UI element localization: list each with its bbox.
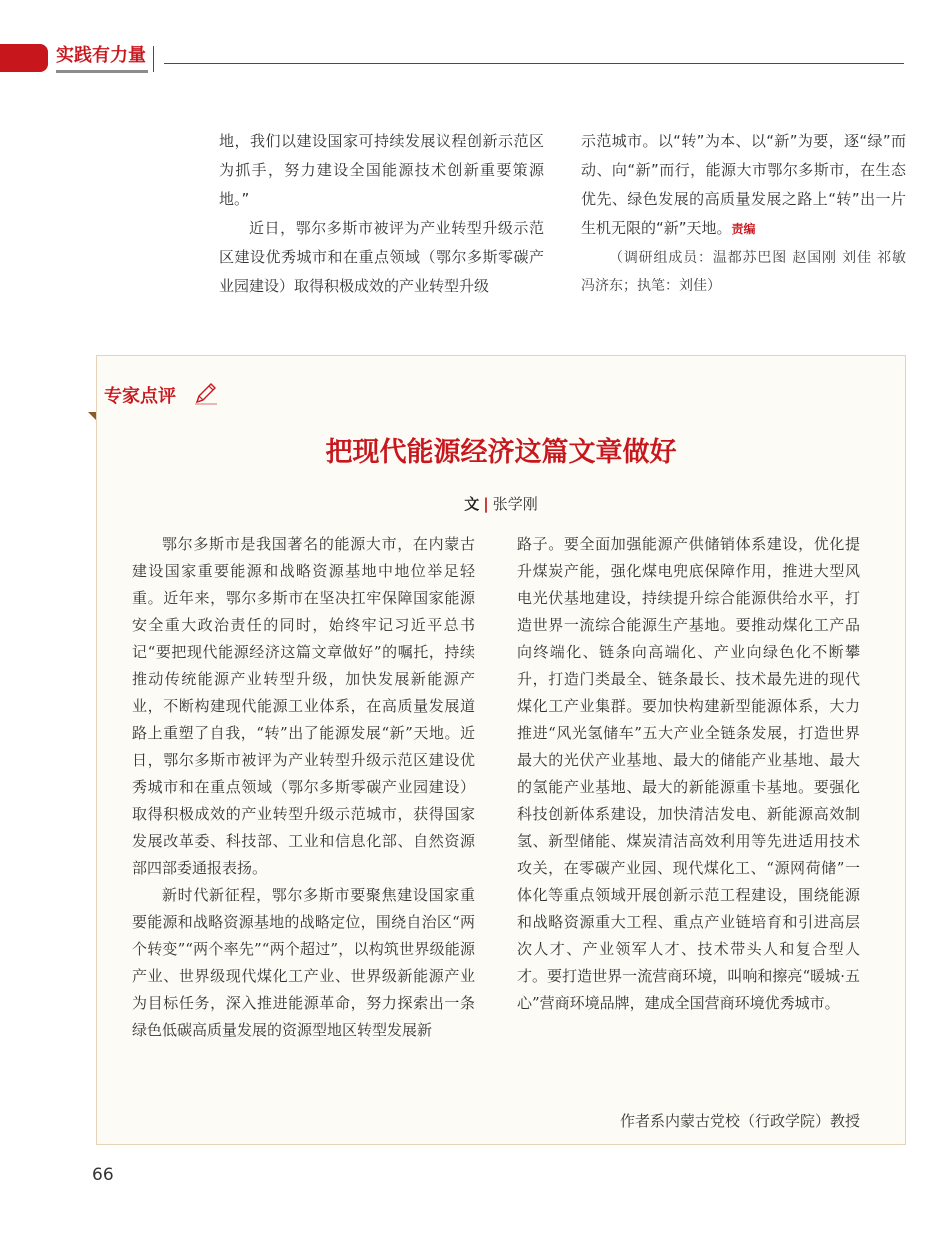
article-paragraph-3: 路子。要全面加强能源产供储销体系建设，优化提升煤炭产能，强化煤电兜底保障作用，推进大型风电光伏基地建设，持续提升综合能源供给水平，打造世界一流综合能源生产基地。要推动煤化工产品向终端化、链条向高端化、产业向绿色化不断攀升，打造门类最全、链条最长、技术最先进的现代煤化工产业集群。要加快构建新型能源体系，大力推进“风光氢储车”五大产业全链条发展，打造世界最大的光伏产业基地、最大的储能产业基地、最大的氢能产业基地、最大的新能源重卡基地。要强化科技创新体系建设，加快清洁发电、新能源高效制氢、新型储能、煤炭清洁高效利用等先进适用技术攻关，在零碳产业园、现代煤化工、“源网荷储”一体化等重点领域开展创新示范工程建设，围绕能源和战略资源重大工程、重点产业链培育和引进高层次人才、产业领军人才、技术带头人和复合型人才。要打造世界一流营商环境，叫响和擦亮“暖城·五心”营商环境品牌，建成全国营商环境优秀城市。 [517,535,860,1012]
top-right-paragraph-1 [581,127,906,244]
top-left-column [219,127,544,301]
top-right-paragraph-text: 示范城市。以“转”为本、以“新”为要，逐“绿”而动、向“新”而行，能源大市鄂尔多斯市，在生态优先、绿色发展的高质量发展之路上“转”出一片生机无限的“新”天地。 [581,132,906,237]
author-affiliation: 作者系内蒙古党校（行政学院）教授 [619,1112,860,1130]
corner-triangle-marker [88,412,96,420]
expert-comment-label: 专家点评 [104,386,176,407]
byline-separator: | [483,495,489,513]
top-left-paragraph-1: 地，我们以建设国家可持续发展议程创新示范区为抓手，努力建设全国能源技术创新重要策源地。” [219,132,544,208]
top-left-paragraph-2: 近日，鄂尔多斯市被评为产业转型升级示范区建设优秀城市和在重点领域（鄂尔多斯零碳产业园建设）取得积极成效的产业转型升级 [219,219,544,295]
article-left-column [132,531,475,1044]
top-right-column [581,127,906,300]
article-paragraph-1: 鄂尔多斯市是我国著名的能源大市，在内蒙古建设国家重要能源和战略资源基地中地位举足轻重。近年来，鄂尔多斯市在坚决扛牢保障国家能源安全重大政治责任的同时，始终牢记习近平总书记“要把现代能源经济这篇文章做好”的嘱托，持续推动传统能源产业转型升级，加快发展新能源产业，不断构建现代能源工业体系，在高质量发展道路上重塑了自我，“转”出了能源发展“新”天地。近日，鄂尔多斯市被评为产业转型升级示范区建设优秀城市和在重点领域（鄂尔多斯零碳产业园建设）取得积极成效的产业转型升级示范城市，获得国家发展改革委、科技部、工业和信息化部、自然资源部四部委通报表扬。 [132,535,475,877]
research-credits: （调研组成员：温都苏巴图 赵国刚 刘佳 祁敏 冯济东；执笔：刘佳） [581,250,906,294]
section-label-underline [56,70,148,73]
section-divider [153,46,154,72]
editor-end-mark: 责编 [731,222,756,236]
article-title: 把现代能源经济这篇文章做好 [325,437,677,468]
header-rule [164,63,904,64]
byline [96,493,906,515]
article-paragraph-2: 新时代新征程，鄂尔多斯市要聚焦建设国家重要能源和战略资源基地的战略定位，围绕自治区“两个转变”“两个率先”“两个超过”，以构筑世界级能源产业、世界级现代煤化工产业、世界级新能源产业为目标任务，深入推进能源革命，努力探索出一条绿色低碳高质量发展的资源型地区转型发展新 [132,886,475,1039]
section-label: 实践有力量 [56,45,146,66]
author-name: 张学刚 [492,495,538,513]
byline-prefix: 文 [464,495,480,513]
section-tab-marker [0,44,48,72]
pencil-icon [193,380,219,406]
page-number: 66 [92,1165,114,1185]
article-right-column [517,531,860,1017]
